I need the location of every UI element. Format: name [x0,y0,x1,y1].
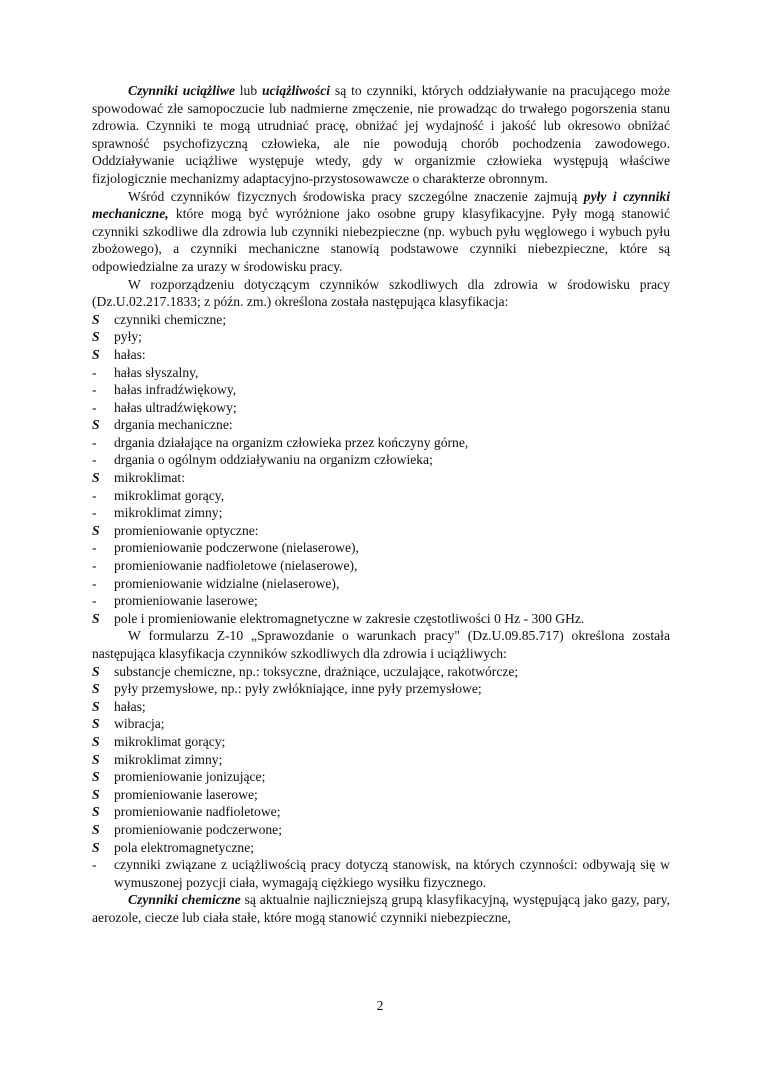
document-page [92,82,670,927]
list-item [92,434,670,452]
list-item-text: hałas: [114,346,146,362]
paragraph-text: są aktualnie najliczniejszą grupą klasyfikacyjną, występującą jako gazy, pary, aerozole, ciecze lub ciała stałe, które mogą stanowić czynniki niebezpieczne, [92,892,670,925]
list-item [92,856,670,891]
bullet-marker: S [92,522,100,538]
list-item-text: mikroklimat gorący; [114,733,226,749]
list-item [92,539,670,557]
list-item-text: mikroklimat zimny; [114,505,223,521]
bullet-marker: S [92,769,100,785]
paragraph-formularz-z10: W formularzu Z-10 „Sprawozdanie o warunkach pracy" (Dz.U.09.85.717) określona została następująca klasyfikacja czynników szkodliwych dla zdrowia i uciążliwych: [92,628,670,661]
term-czynniki-uciazliwe: Czynniki uciążliwe [128,83,235,98]
paragraph-text: są to czynniki, których oddziaływanie na pracującego może spowodować złe samopoczucie lub nadmierne zmęczenie, nie prowadząc do trwałego pogorszenia stanu zdrowia. Czynniki te mogą utrudniać pracę, obniżać jej wydajność i jakość lub okresowo obniżać sprawność psychofizyczną człowieka, ale nie powodują chorób pochodzenia zawodowego. Oddziaływanie uciążliwe występuje wtedy, gdy w organizmie człowieka występują właściwe fizjologicznie mechanizmy adaptacyjno-przystosowawcze o charakterze obronnym. [92,83,671,186]
bullet-marker: S [92,804,100,820]
list-item [92,821,670,839]
paragraph-text: które mogą być wyróżnione jako osobne grupy klasyfikacyjne. Pyły mogą stanowić czynniki szkodliwe dla zdrowia lub czynniki niebezpieczne (np. wybuch pyłu węglowego i wybuch pyłu zbożowego), a czynniki mechaniczne stanowią podstawowe czynniki niebezpieczne, które są odpowiedzialne za urazy w środowisku pracy. [92,206,670,274]
list-item [92,504,670,522]
term-pyly-mechaniczne: pyły i czynniki mechaniczne, [92,188,671,222]
list-item-text: hałas słyszalny, [114,364,199,380]
list-item [92,399,670,417]
paragraph-pyly [92,188,670,276]
dash-marker: - [92,487,97,503]
list-item [92,311,670,329]
list-item [92,381,670,399]
bullet-marker: S [92,663,100,679]
list-item [92,803,670,821]
list-item-text: mikroklimat zimny; [114,751,223,767]
list-item-text: promieniowanie podczerwone; [114,821,282,837]
list-item [92,522,670,540]
list-item [92,768,670,786]
list-item-text: promieniowanie laserowe; [114,593,258,609]
list-item-text: pyły przemysłowe, np.: pyły zwłókniające, inne pyły przemysłowe; [114,681,482,697]
list-item [92,346,670,364]
bullet-marker: S [92,821,100,837]
dash-marker: - [92,452,97,468]
list-item-text: pyły; [114,329,142,345]
list-item-text: promieniowanie nadfioletowe; [114,804,281,820]
dash-marker: - [92,399,97,415]
dash-marker: - [92,505,97,521]
list-item [92,328,670,346]
list-item [92,364,670,382]
list-item [92,451,670,469]
list-item-text: promieniowanie nadfioletowe (nielaserowe), [114,558,358,574]
list-item-text: hałas ultradźwiękowy; [114,399,237,415]
dash-marker: - [92,857,97,873]
bullet-marker: S [92,346,100,362]
list-item [92,487,670,505]
list-item-text: czynniki związane z uciążliwością pracy dotyczą stanowisk, na których czynności: odbywają się w wymuszonej pozycji ciała, wymagają ciężkiego wysiłku fizycznego. [114,857,670,890]
term-uciazliwosci: uciążliwości [262,83,331,98]
list-item-text: czynniki chemiczne; [114,311,227,327]
term-czynniki-chemiczne: Czynniki chemiczne [128,892,241,908]
list-item-text: mikroklimat: [114,470,185,486]
list-item [92,733,670,751]
bullet-marker: S [92,839,100,855]
paragraph-text: lub [234,83,263,98]
bullet-marker: S [92,786,100,802]
bullet-marker: S [92,329,100,345]
list-item [92,575,670,593]
list-item-text: promieniowanie podczerwone (nielaserowe), [114,540,359,556]
list-item [92,751,670,769]
paragraph-uciazliwe [92,82,670,188]
classification-list-rozporzadzenie [92,311,670,628]
bullet-marker: S [92,716,100,732]
list-item-text: promieniowanie optyczne: [114,522,259,538]
bullet-marker: S [92,311,100,327]
bullet-marker: S [92,751,100,767]
list-item [92,698,670,716]
dash-marker: - [92,382,97,398]
list-item-text: pola elektromagnetyczne; [114,839,255,855]
list-item [92,416,670,434]
list-item-text: promieniowanie laserowe; [114,786,258,802]
paragraph-rozporzadzenie: W rozporządzeniu dotyczącym czynników szkodliwych dla zdrowia w środowisku pracy (Dz.U.02.217.1833; z późn. zm.) określona została następująca klasyfikacja: [92,276,670,310]
list-item-text: mikroklimat gorący, [114,487,225,503]
list-item [92,557,670,575]
bullet-marker: S [92,733,100,749]
list-item [92,839,670,857]
bullet-marker: S [92,698,100,714]
dash-marker: - [92,364,97,380]
bullet-marker: S [92,610,100,626]
list-item [92,663,670,681]
list-item-text: promieniowanie widzialne (nielaserowe), [114,575,340,591]
list-item-text: substancje chemiczne, np.: toksyczne, drażniące, uczulające, rakotwórcze; [114,663,519,679]
list-item [92,786,670,804]
dash-marker: - [92,558,97,574]
bullet-marker: S [92,681,100,697]
list-item [92,469,670,487]
paragraph-text: Wśród czynników fizycznych środowiska pracy szczególne znaczenie zajmują [128,188,584,204]
dash-marker: - [92,434,97,450]
dash-marker: - [92,540,97,556]
list-item-text: drgania mechaniczne: [114,417,233,433]
dash-marker: - [92,593,97,609]
list-item-text: drgania o ogólnym oddziaływaniu na organizm człowieka; [114,452,433,468]
list-item-text: promieniowanie jonizujące; [114,769,266,785]
list-item-text: hałas infradźwiękowy, [114,382,237,398]
classification-list-z10 [92,663,670,892]
list-item-text: wibracja; [114,716,165,732]
list-item-text: pole i promieniowanie elektromagnetyczne w zakresie częstotliwości 0 Hz - 300 GHz. [114,610,585,626]
paragraph-czynniki-chemiczne [92,891,670,926]
list-item-text: hałas; [114,698,146,714]
list-item [92,592,670,610]
list-item-text: drgania działające na organizm człowieka przez kończyny górne, [114,434,469,450]
page-number: 2 [376,998,384,1013]
list-item [92,715,670,733]
list-item [92,680,670,698]
dash-marker: - [92,575,97,591]
bullet-marker: S [92,470,100,486]
list-item [92,610,670,628]
bullet-marker: S [92,417,100,433]
